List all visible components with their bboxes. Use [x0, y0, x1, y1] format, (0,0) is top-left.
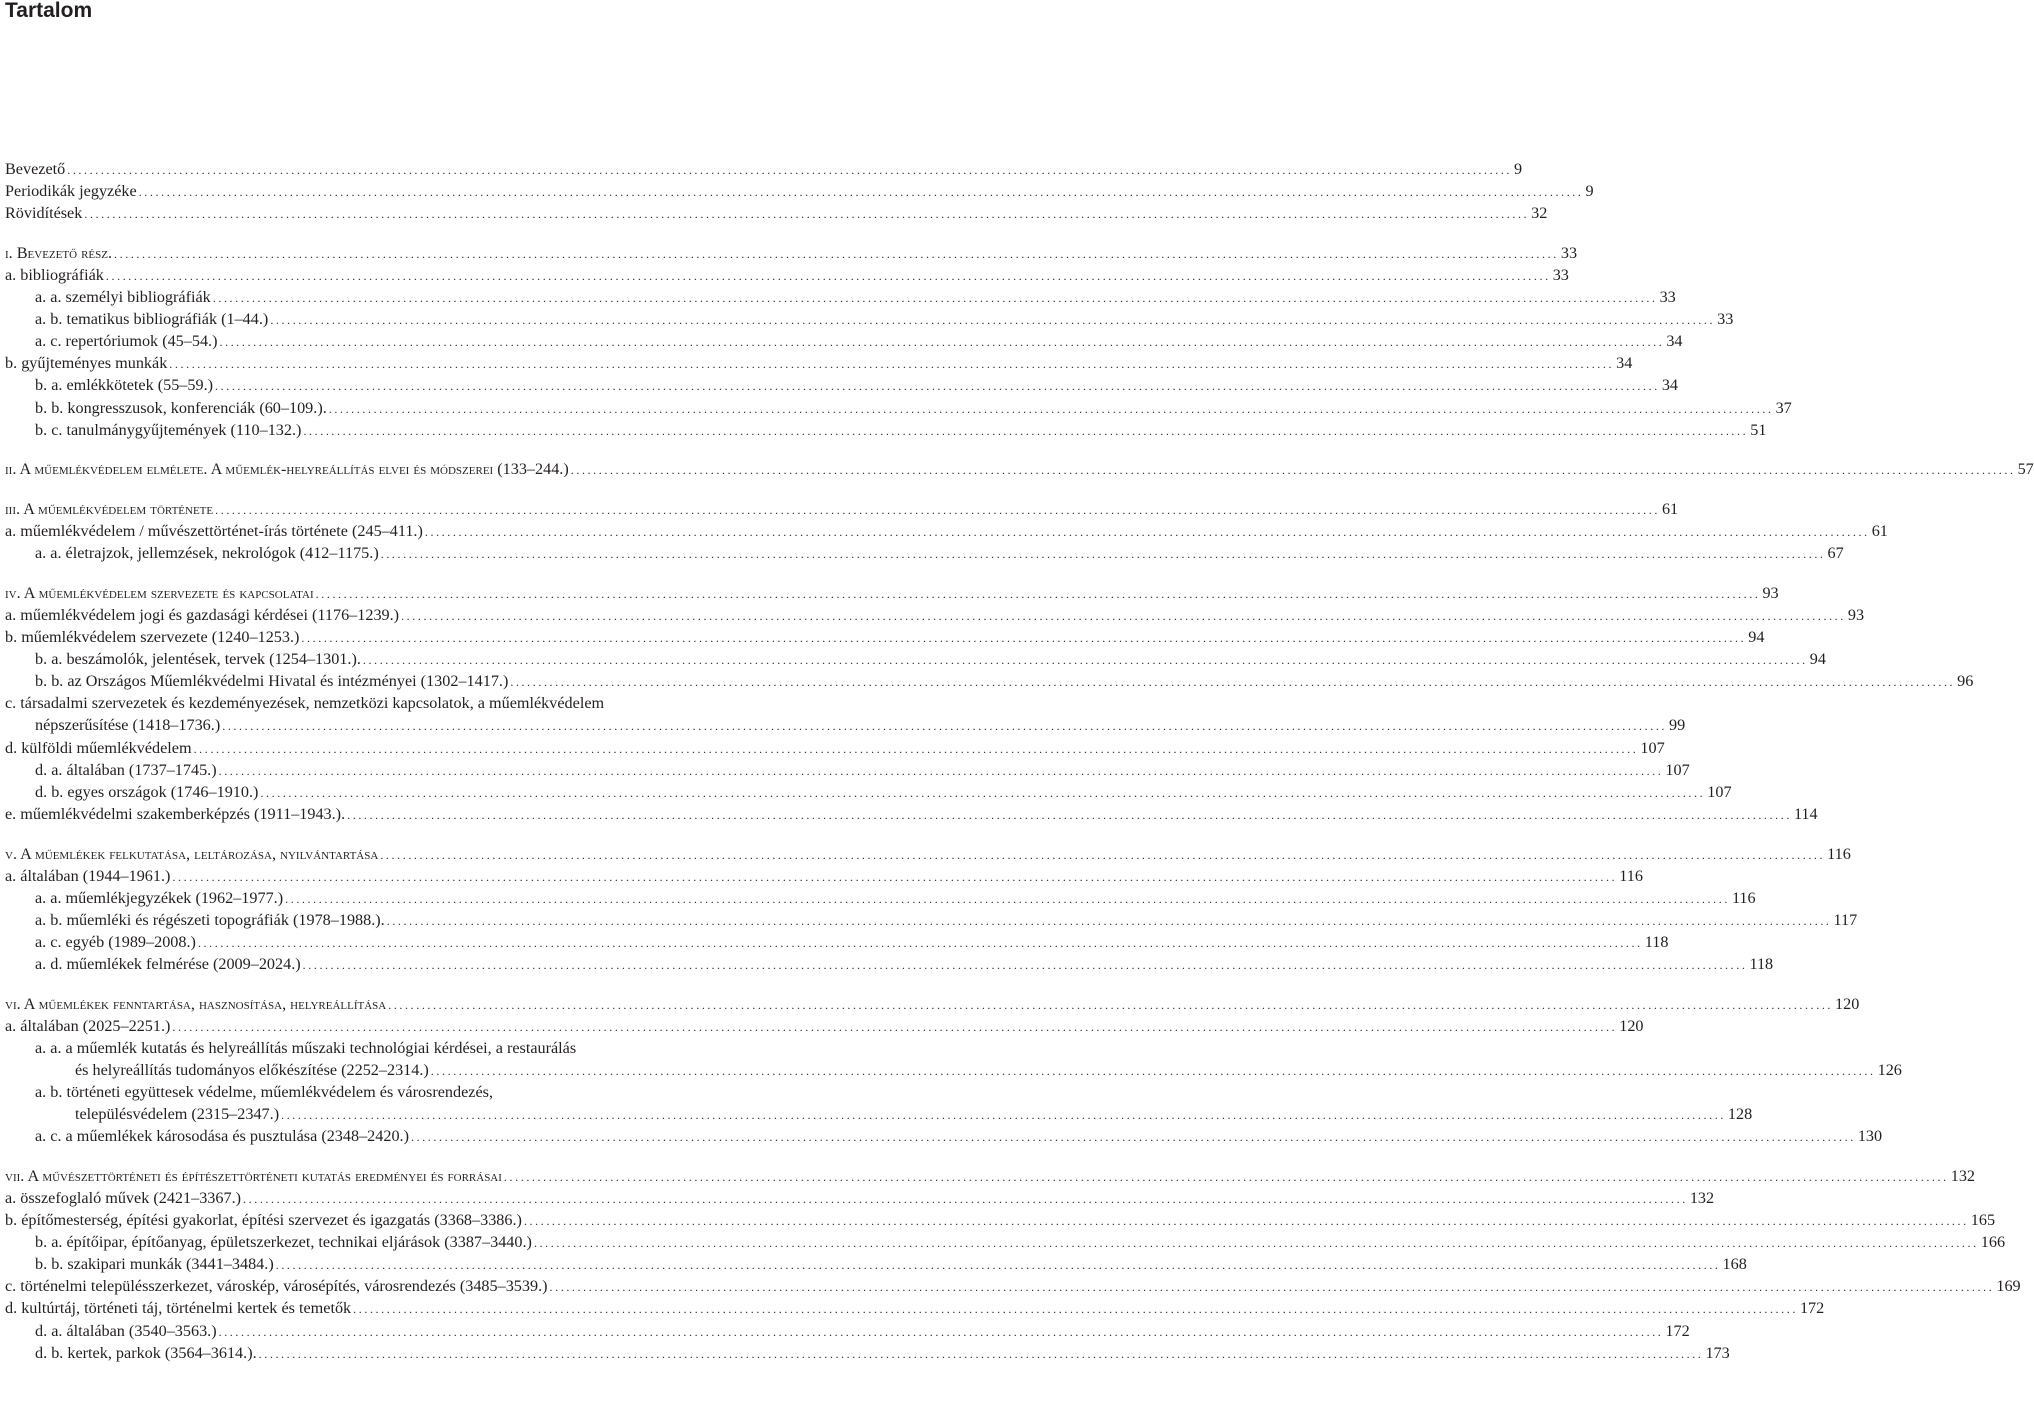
- toc-entry[interactable]: [5, 1320, 1690, 1342]
- toc-leader-dots: ..................................................................................................................................................................................................................................................................: [510, 675, 1956, 690]
- toc-page-number: 120: [1619, 1016, 1644, 1035]
- toc-leader-dots: ..................................................................................................................................................................................................................................................................: [270, 313, 1716, 328]
- toc-entry-title: Periodikák jegyzéke: [5, 182, 137, 201]
- toc-entry-title: b. a. építőipar, építőanyag, épületszerkezet, technikai eljárások (3387–3440.): [35, 1233, 532, 1252]
- toc-entry[interactable]: [5, 1231, 2006, 1253]
- toc-entry-title: iv. A műemlékvédelem szervezete és kapcsolatai: [5, 583, 314, 602]
- toc-leader-dots: ..................................................................................................................................................................................................................................................................: [549, 1280, 1995, 1295]
- toc-leader-dots: ..................................................................................................................................................................................................................................................................: [328, 401, 1774, 416]
- toc-entry[interactable]: [5, 308, 1734, 330]
- toc-entry-title: b. b. az Országos Műemlékvédelmi Hivatal és intézményei (1302–1417.): [35, 672, 509, 691]
- toc-entry[interactable]: [5, 286, 1676, 308]
- table-of-contents: [5, 158, 2034, 1364]
- toc-page-number: 120: [1835, 994, 1860, 1013]
- toc-page-number: 99: [1669, 716, 1686, 735]
- toc-page-number: 116: [1731, 888, 1756, 907]
- toc-leader-dots: ..................................................................................................................................................................................................................................................................: [380, 847, 1826, 862]
- toc-entry[interactable]: [5, 1081, 958, 1103]
- toc-page-number: 165: [1970, 1211, 1996, 1230]
- toc-leader-dots: ..................................................................................................................................................................................................................................................................: [169, 357, 1615, 372]
- toc-page-number: 94: [1809, 650, 1826, 669]
- toc-page-number: 169: [1996, 1277, 2021, 1296]
- toc-entry[interactable]: [5, 1015, 1644, 1037]
- toc-page-number: 168: [1722, 1255, 1747, 1274]
- toc-page-number: 33: [1659, 288, 1676, 307]
- toc-entry[interactable]: [5, 180, 1594, 202]
- toc-entry-title: a. a. személyi bibliográfiák: [35, 288, 211, 307]
- toc-page-number: 61: [1661, 500, 1679, 518]
- toc-page-number: 33: [1552, 265, 1569, 284]
- toc-page-number: 173: [1705, 1343, 1730, 1362]
- toc-page-number: 33: [1717, 310, 1734, 329]
- toc-entry[interactable]: [5, 202, 1548, 224]
- toc-entry-title: d. külföldi műemlékvédelem: [5, 738, 192, 757]
- toc-leader-dots: ..................................................................................................................................................................................................................................................................: [386, 913, 1832, 928]
- toc-entry[interactable]: [5, 909, 1858, 931]
- toc-entry-title: a. d. műemlékek felmérése (2009–2024.): [35, 954, 301, 973]
- toc-leader-dots: ..................................................................................................................................................................................................................................................................: [388, 997, 1834, 1012]
- toc-entry[interactable]: [5, 397, 1792, 419]
- toc-page-number: 34: [1661, 376, 1679, 395]
- toc-entry-title: a. b. tematikus bibliográfiák (1–44.): [35, 310, 269, 329]
- toc-entry-title: a. bibliográfiák: [5, 265, 104, 284]
- toc-leader-dots: ..................................................................................................................................................................................................................................................................: [430, 1063, 1876, 1078]
- toc-entry-title: a. c. a műemlékek károsodása és pusztulása (2348–2420.): [35, 1127, 409, 1146]
- toc-entry-title: d. a. általában (1737–1745.): [35, 760, 217, 779]
- toc-page-number: 107: [1640, 738, 1665, 757]
- toc-leader-dots: ..................................................................................................................................................................................................................................................................: [215, 503, 1660, 517]
- toc-page-number: 172: [1799, 1299, 1825, 1318]
- toc-page-number: 166: [1980, 1233, 2006, 1252]
- toc-leader-dots: ..................................................................................................................................................................................................................................................................: [401, 608, 1846, 623]
- toc-entry-title: v. A műemlékek felkutatása, leltározása, nyilvántartása: [5, 844, 379, 863]
- toc-entry[interactable]: [5, 264, 1569, 286]
- toc-entry[interactable]: [5, 1275, 2021, 1297]
- toc-entry[interactable]: [5, 158, 1523, 180]
- toc-entry-title: d. a. általában (3540–3563.): [35, 1321, 217, 1340]
- toc-entry[interactable]: [5, 1037, 958, 1059]
- toc-leader-dots: ..................................................................................................................................................................................................................................................................: [105, 268, 1551, 283]
- toc-entry-title: a. általában (1944–1961.): [5, 866, 171, 885]
- toc-entry[interactable]: [5, 1209, 1996, 1231]
- toc-page-number: 132: [1689, 1189, 1715, 1207]
- toc-entry[interactable]: [5, 419, 1767, 441]
- toc-leader-dots: ..................................................................................................................................................................................................................................................................: [570, 463, 2016, 478]
- toc-entry-title: b. b. kongresszusok, konferenciák (60–109.).: [35, 398, 327, 417]
- toc-entry-title: a. c. egyéb (1989–2008.): [35, 932, 196, 951]
- toc-entry[interactable]: [5, 931, 1669, 953]
- toc-leader-dots: ..................................................................................................................................................................................................................................................................: [197, 935, 1643, 950]
- toc-page-number: 117: [1833, 910, 1858, 929]
- toc-leader-dots: ..................................................................................................................................................................................................................................................................: [138, 185, 1584, 200]
- toc-leader-dots: ..................................................................................................................................................................................................................................................................: [114, 246, 1559, 261]
- toc-leader-dots: ..................................................................................................................................................................................................................................................................: [503, 1169, 1949, 1184]
- toc-section-heading[interactable]: [5, 993, 1860, 1015]
- toc-leader-dots: ..................................................................................................................................................................................................................................................................: [275, 1258, 1721, 1273]
- toc-page-number: 96: [1957, 672, 1974, 691]
- toc-page-number: 34: [1666, 332, 1683, 351]
- toc-entry-title: d. b. egyes országok (1746–1910.): [35, 782, 259, 801]
- toc-entry-title: b. építőmesterség, építési gyakorlat, építési szervezet és igazgatás (3368–3386.): [5, 1211, 522, 1230]
- toc-entry[interactable]: [5, 737, 1665, 759]
- toc-leader-dots: ..................................................................................................................................................................................................................................................................: [533, 1236, 1979, 1251]
- toc-page-number: 130: [1857, 1127, 1883, 1146]
- toc-entry-title: c. társadalmi szervezetek és kezdeményezések, nemzetközi kapcsolatok, a műemlékvédelem: [5, 694, 605, 713]
- toc-entry-title: d. b. kertek, parkok (3564–3614.).: [35, 1343, 257, 1362]
- toc-leader-dots: ..................................................................................................................................................................................................................................................................: [362, 653, 1808, 668]
- toc-leader-dots: ..................................................................................................................................................................................................................................................................: [523, 1214, 1969, 1229]
- toc-entry-title: a. c. repertóriumok (45–54.): [35, 332, 218, 351]
- toc-entry-title: b. a. emlékkötetek (55–59.): [35, 376, 214, 395]
- toc-entry-title: a. a. életrajzok, jellemzések, nekrológok (412–1175.): [35, 544, 379, 563]
- toc-entry[interactable]: [5, 1297, 1825, 1319]
- toc-leader-dots: ..................................................................................................................................................................................................................................................................: [84, 207, 1530, 222]
- toc-page-number: 116: [1619, 866, 1643, 885]
- toc-page-number: 172: [1665, 1321, 1690, 1340]
- toc-entry[interactable]: [5, 604, 1865, 626]
- toc-entry[interactable]: [5, 1125, 1883, 1147]
- toc-entry-title: a. általában (2025–2251.): [5, 1016, 171, 1035]
- toc-leader-dots: ..................................................................................................................................................................................................................................................................: [193, 741, 1639, 756]
- toc-entry-title: a. a. műemlékjegyzékek (1962–1977.): [35, 888, 284, 907]
- toc-entry-title: a. összefoglaló művek (2421–3367.): [5, 1189, 242, 1207]
- toc-leader-dots: ..................................................................................................................................................................................................................................................................: [67, 163, 1513, 177]
- toc-page-number: 116: [1827, 844, 1851, 863]
- toc-entry[interactable]: [5, 887, 1756, 909]
- toc-leader-dots: ..................................................................................................................................................................................................................................................................: [302, 957, 1748, 972]
- toc-leader-dots: ..................................................................................................................................................................................................................................................................: [424, 525, 1870, 540]
- toc-leader-dots: ..................................................................................................................................................................................................................................................................: [218, 763, 1664, 778]
- toc-entry-title: településvédelem (2315–2347.): [75, 1105, 280, 1124]
- toc-page-number: 34: [1616, 354, 1633, 373]
- toc-entry[interactable]: [5, 803, 1818, 825]
- toc-leader-dots: ..................................................................................................................................................................................................................................................................: [315, 586, 1761, 601]
- toc-page-number: 93: [1762, 583, 1779, 602]
- toc-leader-dots: ..................................................................................................................................................................................................................................................................: [258, 1346, 1704, 1361]
- toc-entry[interactable]: [5, 352, 1633, 374]
- toc-leader-dots: ..................................................................................................................................................................................................................................................................: [301, 631, 1747, 646]
- toc-entry-title: b. b. szakipari munkák (3441–3484.): [35, 1255, 274, 1274]
- toc-entry[interactable]: [5, 759, 1690, 781]
- toc-leader-dots: ..................................................................................................................................................................................................................................................................: [243, 1192, 1688, 1206]
- toc-entry-title: vii. A művészettörténeti és építészettörténeti kutatás eredményei és forrásai: [5, 1166, 502, 1185]
- toc-entry-title: c. történelmi településszerkezet, városkép, városépítés, városrendezés (3485–3539.): [5, 1277, 548, 1296]
- toc-entry[interactable]: [5, 1253, 1747, 1275]
- toc-entry[interactable]: [5, 953, 1774, 975]
- toc-entry-title: b. c. tanulmánygyűjtemények (110–132.): [35, 420, 302, 439]
- toc-page-number: 118: [1644, 932, 1669, 951]
- toc-leader-dots: ..................................................................................................................................................................................................................................................................: [215, 379, 1660, 394]
- toc-page-number: 61: [1871, 522, 1888, 541]
- toc-leader-dots: ..................................................................................................................................................................................................................................................................: [218, 1324, 1664, 1339]
- toc-page-number: 32: [1531, 204, 1548, 223]
- toc-leader-dots: ..................................................................................................................................................................................................................................................................: [172, 869, 1618, 884]
- toc-entry-title: b. műemlékvédelem szervezete (1240–1253.): [5, 628, 300, 647]
- toc-entry-title: e. műemlékvédelmi szakemberképzés (1911–1943.).: [5, 804, 346, 823]
- toc-page-number: 126: [1877, 1060, 1902, 1079]
- toc-entry[interactable]: [5, 648, 1826, 670]
- toc-page-number: 9: [1585, 182, 1594, 201]
- toc-page-number: 67: [1827, 544, 1844, 563]
- toc-entry[interactable]: [5, 330, 1683, 352]
- toc-section-heading[interactable]: [5, 458, 2034, 480]
- toc-entry-title: iii. A műemlékvédelem története: [5, 500, 214, 518]
- toc-leader-dots: ..................................................................................................................................................................................................................................................................: [303, 423, 1749, 438]
- toc-entry[interactable]: [5, 1342, 1730, 1364]
- toc-leader-dots: ..................................................................................................................................................................................................................................................................: [353, 1302, 1798, 1317]
- toc-leader-dots: ..................................................................................................................................................................................................................................................................: [380, 547, 1826, 562]
- toc-leader-dots: ..................................................................................................................................................................................................................................................................: [411, 1130, 1856, 1145]
- toc-entry-title: Bevezető: [5, 160, 66, 178]
- toc-page-number: 114: [1793, 804, 1818, 823]
- toc-page-number: 33: [1560, 243, 1578, 262]
- toc-entry[interactable]: [5, 1103, 1753, 1125]
- toc-section-heading[interactable]: [5, 498, 1679, 520]
- toc-leader-dots: ..................................................................................................................................................................................................................................................................: [260, 785, 1706, 800]
- toc-entry-title: ii. A műemlékvédelem elmélete. A műemlék-helyreállítás elvei és módszerei (133–244.): [5, 460, 569, 479]
- toc-page-number: 128: [1727, 1105, 1753, 1124]
- toc-entry-title: Rövidítések: [5, 204, 83, 223]
- toc-entry[interactable]: [5, 714, 1686, 736]
- toc-leader-dots: ..................................................................................................................................................................................................................................................................: [172, 1019, 1618, 1034]
- toc-entry-title: b. gyűjteményes munkák: [5, 354, 168, 373]
- toc-entry-title: i. Bevezető rész.: [5, 243, 113, 262]
- toc-section-heading[interactable]: [5, 843, 1851, 865]
- toc-section-heading[interactable]: [5, 242, 1578, 264]
- toc-page-number: 107: [1665, 760, 1690, 779]
- toc-entry[interactable]: [5, 670, 1974, 692]
- toc-leader-dots: ..................................................................................................................................................................................................................................................................: [222, 719, 1668, 734]
- toc-page-number: 107: [1707, 782, 1732, 801]
- toc-entry-title: vi. A műemlékek fenntartása, hasznosítása, helyreállítása: [5, 994, 387, 1013]
- toc-page-number: 57: [2017, 460, 2034, 479]
- toc-entry[interactable]: [5, 692, 958, 714]
- toc-entry-title: a. műemlékvédelem / művészettörténet-írás története (245–411.): [5, 522, 423, 541]
- toc-page-number: 94: [1748, 628, 1765, 647]
- toc-entry-title: a. b. műemléki és régészeti topográfiák (1978–1988.).: [35, 910, 385, 929]
- toc-entry[interactable]: [5, 781, 1732, 803]
- toc-entry-title: a. a. a műemlék kutatás és helyreállítás műszaki technológiai kérdései, a restaurálás: [35, 1038, 577, 1057]
- toc-page-number: 37: [1775, 398, 1792, 417]
- toc-entry[interactable]: [5, 542, 1844, 564]
- toc-page-number: 118: [1749, 954, 1774, 973]
- toc-page-number: 9: [1514, 160, 1523, 178]
- toc-entry[interactable]: [5, 520, 1888, 542]
- toc-entry-title: d. kultúrtáj, történeti táj, történelmi kertek és temetők: [5, 1299, 352, 1318]
- toc-leader-dots: ..................................................................................................................................................................................................................................................................: [347, 807, 1792, 822]
- toc-page-number: 132: [1950, 1166, 1976, 1185]
- toc-entry[interactable]: [5, 374, 1679, 396]
- toc-leader-dots: ..................................................................................................................................................................................................................................................................: [285, 891, 1730, 906]
- toc-section-heading[interactable]: [5, 1165, 1976, 1187]
- toc-entry[interactable]: [5, 865, 1643, 887]
- toc-entry-title: a. b. történeti együttesek védelme, műemlékvédelem és városrendezés,: [35, 1083, 494, 1102]
- toc-leader-dots: ..................................................................................................................................................................................................................................................................: [281, 1108, 1726, 1123]
- toc-entry[interactable]: [5, 626, 1765, 648]
- toc-entry[interactable]: [5, 1059, 1902, 1081]
- toc-entry-title: b. a. beszámolók, jelentések, tervek (1254–1301.).: [35, 650, 361, 669]
- toc-page-number: 93: [1847, 605, 1865, 624]
- toc-page-number: 51: [1750, 420, 1767, 439]
- toc-entry-title: népszerűsítése (1418–1736.): [35, 716, 221, 735]
- toc-entry-title: a. műemlékvédelem jogi és gazdasági kérdései (1176–1239.): [5, 605, 400, 624]
- toc-entry-title: és helyreállítás tudományos előkészítése (2252–2314.): [75, 1060, 429, 1079]
- page-title: Tartalom: [5, 0, 93, 22]
- toc-entry[interactable]: [5, 1187, 1715, 1209]
- toc-leader-dots: ..................................................................................................................................................................................................................................................................: [219, 335, 1665, 350]
- toc-section-heading[interactable]: [5, 582, 1779, 604]
- toc-leader-dots: ..................................................................................................................................................................................................................................................................: [212, 291, 1658, 306]
